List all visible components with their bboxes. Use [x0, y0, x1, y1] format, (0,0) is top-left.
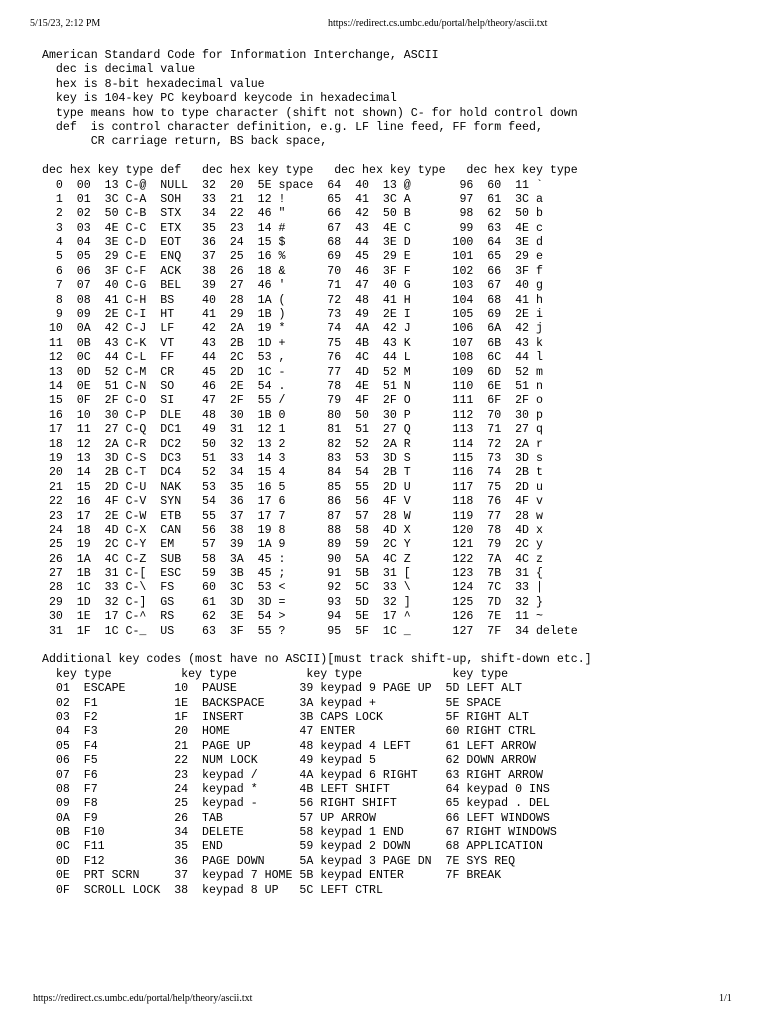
ascii-table-row: 14 0E 51 C-N SO 46 2E 54 . 78 4E 51 N 110 6E 51 n — [42, 379, 543, 393]
ascii-table-row: 25 19 2C C-Y EM 57 39 1A 9 89 59 2C Y 121 79 2C y — [42, 538, 543, 552]
additional-codes-row: 0D F12 36 PAGE DOWN 5A keypad 3 PAGE DN 7E SYS REQ — [42, 854, 516, 868]
intro-line: key is 104-key PC keyboard keycode in hexadecimal — [42, 92, 397, 106]
additional-codes-row: 07 F6 23 keypad / 4A keypad 6 RIGHT 63 RIGHT ARROW — [42, 768, 543, 782]
intro-line — [42, 150, 592, 164]
additional-codes-row: 03 F2 1F INSERT 3B CAPS LOCK 5F RIGHT ALT — [42, 710, 530, 724]
ascii-table-row: 22 16 4F C-V SYN 54 36 17 6 86 56 4F V 118 76 4F v — [42, 495, 543, 509]
ascii-table-row: 31 1F 1C C-_ US 63 3F 55 ? 95 5F 1C _ 127 7F 34 delete — [42, 624, 578, 638]
ascii-table-row: 19 13 3D C-S DC3 51 33 14 3 83 53 3D S 115 73 3D s — [42, 451, 543, 465]
ascii-table-row: 29 1D 32 C-] GS 61 3D 3D = 93 5D 32 ] 125 7D 32 } — [42, 595, 543, 609]
ascii-table-row: 6 06 3F C-F ACK 38 26 18 & 70 46 3F F 102 66 3F f — [42, 264, 543, 278]
ascii-table-row: 15 0F 2F C-O SI 47 2F 55 / 79 4F 2F O 111 6F 2F o — [42, 394, 543, 408]
print-header-datetime: 5/15/23, 2:12 PM — [30, 18, 101, 29]
ascii-table-row: 28 1C 33 C-\ FS 60 3C 53 < 92 5C 33 \ 124 7C 33 | — [42, 581, 543, 595]
ascii-table-row: 26 1A 4C C-Z SUB 58 3A 45 : 90 5A 4C Z 122 7A 4C z — [42, 552, 543, 566]
additional-codes-row: 09 F8 25 keypad - 56 RIGHT SHIFT 65 keypad . DEL — [42, 797, 550, 811]
ascii-table-row: 9 09 2E C-I HT 41 29 1B ) 73 49 2E I 105 69 2E i — [42, 308, 543, 322]
intro-line: def is control character definition, e.g. LF line feed, FF form feed, — [42, 120, 543, 134]
print-footer-url[interactable]: https://redirect.cs.umbc.edu/portal/help/theory/ascii.txt — [33, 993, 253, 1004]
ascii-table-row: 20 14 2B C-T DC4 52 34 15 4 84 54 2B T 116 74 2B t — [42, 466, 543, 480]
ascii-table-row: 1 01 3C C-A SOH 33 21 12 ! 65 41 3C A 97 61 3C a — [42, 192, 543, 206]
ascii-table-row: 16 10 30 C-P DLE 48 30 1B 0 80 50 30 P 112 70 30 p — [42, 408, 543, 422]
additional-codes-row: 05 F4 21 PAGE UP 48 keypad 4 LEFT 61 LEFT ARROW — [42, 739, 536, 753]
intro-line: type means how to type character (shift not shown) C- for hold control down — [42, 106, 578, 120]
additional-codes-row: 01 ESCAPE 10 PAUSE 39 keypad 9 PAGE UP 5D LEFT ALT — [42, 682, 523, 696]
ascii-document — [42, 49, 592, 898]
ascii-table-row: 7 07 40 C-G BEL 39 27 46 ' 71 47 40 G 103 67 40 g — [42, 279, 543, 293]
ascii-table-row: 5 05 29 C-E ENQ 37 25 16 % 69 45 29 E 101 65 29 e — [42, 250, 543, 264]
intro-line: hex is 8-bit hexadecimal value — [42, 77, 265, 91]
additional-codes-row: 0B F10 34 DELETE 58 keypad 1 END 67 RIGHT WINDOWS — [42, 826, 557, 840]
ascii-table-row: 18 12 2A C-R DC2 50 32 13 2 82 52 2A R 114 72 2A r — [42, 437, 543, 451]
additional-codes-row: 0C F11 35 END 59 keypad 2 DOWN 68 APPLICATION — [42, 840, 543, 854]
additional-codes-row: 02 F1 1E BACKSPACE 3A keypad + 5E SPACE — [42, 696, 502, 710]
print-footer-page-number: 1/1 — [719, 993, 732, 1004]
additional-codes-header: key type key type key type key type — [42, 667, 509, 681]
additional-codes-row: 08 F7 24 keypad * 4B LEFT SHIFT 64 keypad 0 INS — [42, 782, 550, 796]
ascii-table-header: dec hex key type def dec hex key type dec hex key type dec hex key type — [42, 164, 578, 178]
ascii-table-row: 24 18 4D C-X CAN 56 38 19 8 88 58 4D X 120 78 4D x — [42, 523, 543, 537]
ascii-table-row: 12 0C 44 C-L FF 44 2C 53 , 76 4C 44 L 108 6C 44 l — [42, 351, 543, 365]
ascii-table-row: 0 00 13 C-@ NULL 32 20 5E space 64 40 13 @ 96 60 11 ` — [42, 178, 543, 192]
additional-codes-row: 0A F9 26 TAB 57 UP ARROW 66 LEFT WINDOWS — [42, 811, 550, 825]
ascii-table-row: 8 08 41 C-H BS 40 28 1A ( 72 48 41 H 104 68 41 h — [42, 293, 543, 307]
ascii-table-row: 17 11 27 C-Q DC1 49 31 12 1 81 51 27 Q 113 71 27 q — [42, 423, 543, 437]
additional-codes-row: 04 F3 20 HOME 47 ENTER 60 RIGHT CTRL — [42, 725, 536, 739]
additional-codes-title: Additional key codes (most have no ASCII)[must track shift-up, shift-down etc.] — [42, 653, 592, 667]
ascii-table-row: 21 15 2D C-U NAK 53 35 16 5 85 55 2D U 117 75 2D u — [42, 480, 543, 494]
additional-codes-row: 06 F5 22 NUM LOCK 49 keypad 5 62 DOWN ARROW — [42, 754, 536, 768]
ascii-table-row: 11 0B 43 C-K VT 43 2B 1D + 75 4B 43 K 107 6B 43 k — [42, 336, 543, 350]
ascii-table-row: 10 0A 42 C-J LF 42 2A 19 * 74 4A 42 J 106 6A 42 j — [42, 322, 543, 336]
intro-line: CR carriage return, BS back space, — [42, 135, 328, 149]
additional-codes-row: 0E PRT SCRN 37 keypad 7 HOME 5B keypad ENTER 7F BREAK — [42, 869, 502, 883]
ascii-table-row: 30 1E 17 C-^ RS 62 3E 54 > 94 5E 17 ^ 126 7E 11 ~ — [42, 610, 543, 624]
ascii-table-row: 27 1B 31 C-[ ESC 59 3B 45 ; 91 5B 31 [ 123 7B 31 { — [42, 567, 543, 581]
ascii-table-row: 13 0D 52 C-M CR 45 2D 1C - 77 4D 52 M 109 6D 52 m — [42, 365, 543, 379]
document-title: American Standard Code for Information Interchange, ASCII — [42, 49, 439, 62]
intro-line: dec is decimal value — [42, 63, 196, 77]
blank-line — [42, 639, 592, 653]
ascii-table-row: 2 02 50 C-B STX 34 22 46 " 66 42 50 B 98 62 50 b — [42, 207, 543, 221]
print-header-url[interactable]: https://redirect.cs.umbc.edu/portal/help/theory/ascii.txt — [328, 18, 548, 29]
ascii-table-row: 4 04 3E C-D EOT 36 24 15 $ 68 44 3E D 100 64 3E d — [42, 236, 543, 250]
additional-codes-row: 0F SCROLL LOCK 38 keypad 8 UP 5C LEFT CTRL — [42, 883, 383, 897]
ascii-table-row: 23 17 2E C-W ETB 55 37 17 7 87 57 28 W 119 77 28 w — [42, 509, 543, 523]
ascii-table-row: 3 03 4E C-C ETX 35 23 14 # 67 43 4E C 99 63 4E c — [42, 221, 543, 235]
